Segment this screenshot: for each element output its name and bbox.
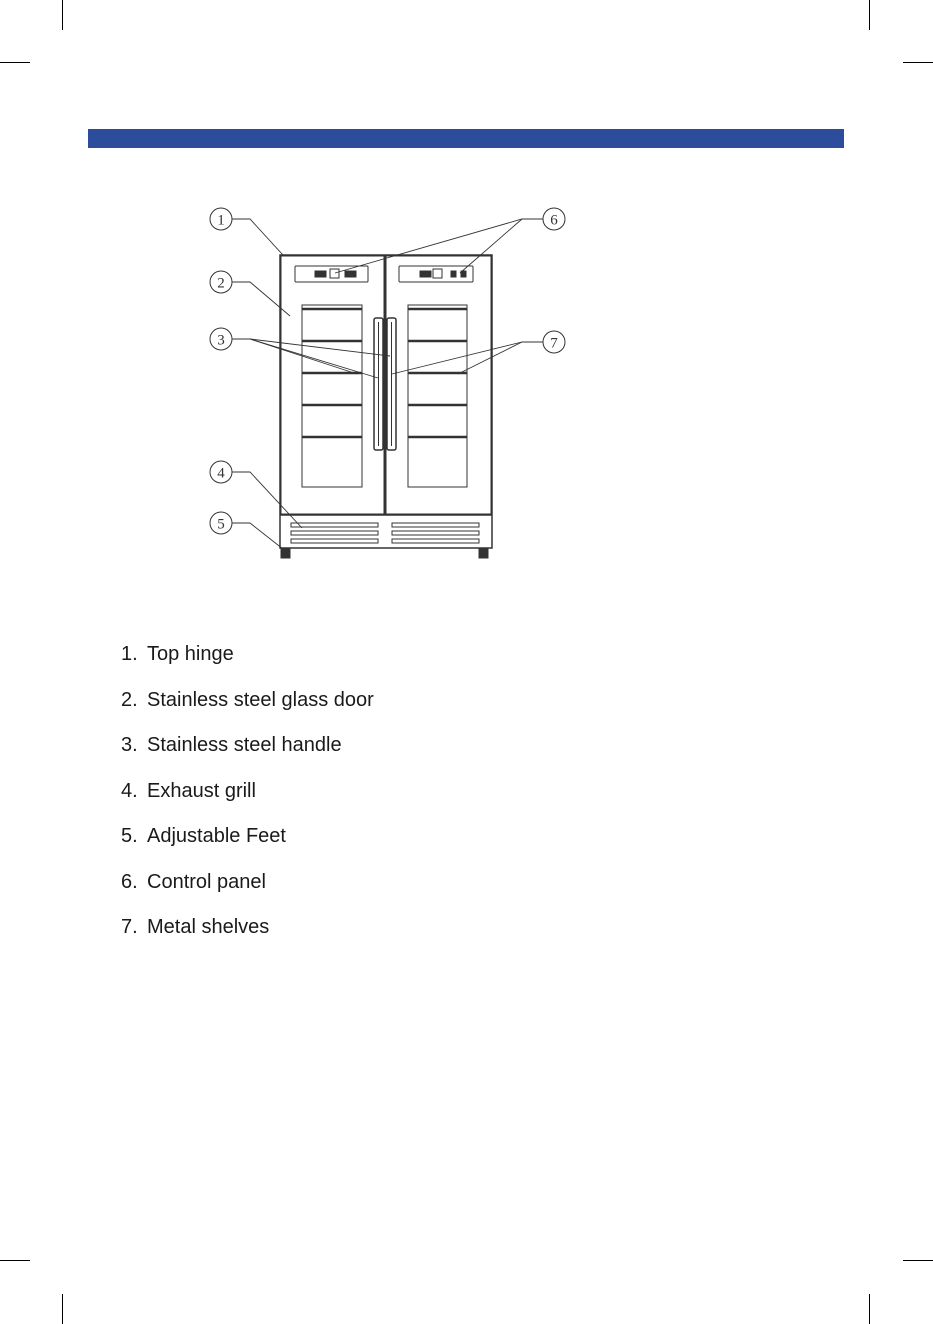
- list-item: [121, 777, 374, 823]
- callout-1: [210, 208, 232, 230]
- list-item: [121, 913, 374, 959]
- list-item: [121, 868, 374, 914]
- crop-mark-bottom-left-h: [0, 1260, 30, 1261]
- crop-mark-top-left-v: [62, 0, 63, 30]
- list-number: 4.: [121, 779, 138, 802]
- list-label: Adjustable Feet: [147, 825, 286, 847]
- svg-text:7: 7: [550, 335, 558, 352]
- svg-text:3: 3: [217, 332, 225, 349]
- left-control-panel: [295, 266, 368, 282]
- header-bar: [88, 129, 844, 148]
- list-label: Stainless steel handle: [147, 734, 342, 756]
- left-glass: [302, 305, 362, 487]
- list-label: Stainless steel glass door: [147, 688, 374, 711]
- list-number: 3.: [121, 734, 138, 756]
- left-door: [281, 256, 384, 514]
- crop-mark-bottom-right-v: [869, 1294, 870, 1324]
- callout-6: [543, 208, 565, 230]
- crop-mark-top-left-h: [0, 62, 30, 63]
- left-foot: [281, 549, 290, 558]
- callout-7: [543, 331, 565, 353]
- right-foot: [479, 549, 488, 558]
- list-number: 6.: [121, 870, 138, 893]
- list-item: [121, 640, 374, 686]
- callout-4: [210, 461, 232, 483]
- callout-5: [210, 512, 232, 534]
- list-label: Exhaust grill: [147, 779, 256, 802]
- list-item: [121, 731, 374, 777]
- list-label: Metal shelves: [147, 916, 270, 938]
- list-number: 7.: [121, 916, 138, 938]
- list-number: 1.: [121, 643, 138, 665]
- list-item: [121, 686, 374, 732]
- crop-mark-top-right-h: [903, 62, 933, 63]
- right-glass: [408, 305, 467, 487]
- crop-mark-bottom-left-v: [62, 1294, 63, 1324]
- list-number: 5.: [121, 825, 138, 847]
- wine-cooler-diagram: [200, 200, 580, 570]
- list-item: [121, 822, 374, 868]
- svg-text:4: 4: [217, 465, 225, 482]
- crop-mark-bottom-right-h: [903, 1260, 933, 1261]
- exhaust-grill: [291, 523, 479, 543]
- svg-text:6: 6: [550, 212, 558, 229]
- callout-3: [210, 328, 232, 350]
- crop-mark-top-right-v: [869, 0, 870, 30]
- svg-text:2: 2: [217, 275, 225, 292]
- parts-list: [121, 640, 374, 959]
- list-number: 2.: [121, 688, 138, 711]
- right-door: [386, 256, 491, 514]
- list-label: Control panel: [147, 870, 266, 893]
- svg-text:1: 1: [217, 212, 225, 229]
- svg-text:5: 5: [217, 516, 225, 533]
- callout-2: [210, 271, 232, 293]
- list-label: Top hinge: [147, 643, 234, 665]
